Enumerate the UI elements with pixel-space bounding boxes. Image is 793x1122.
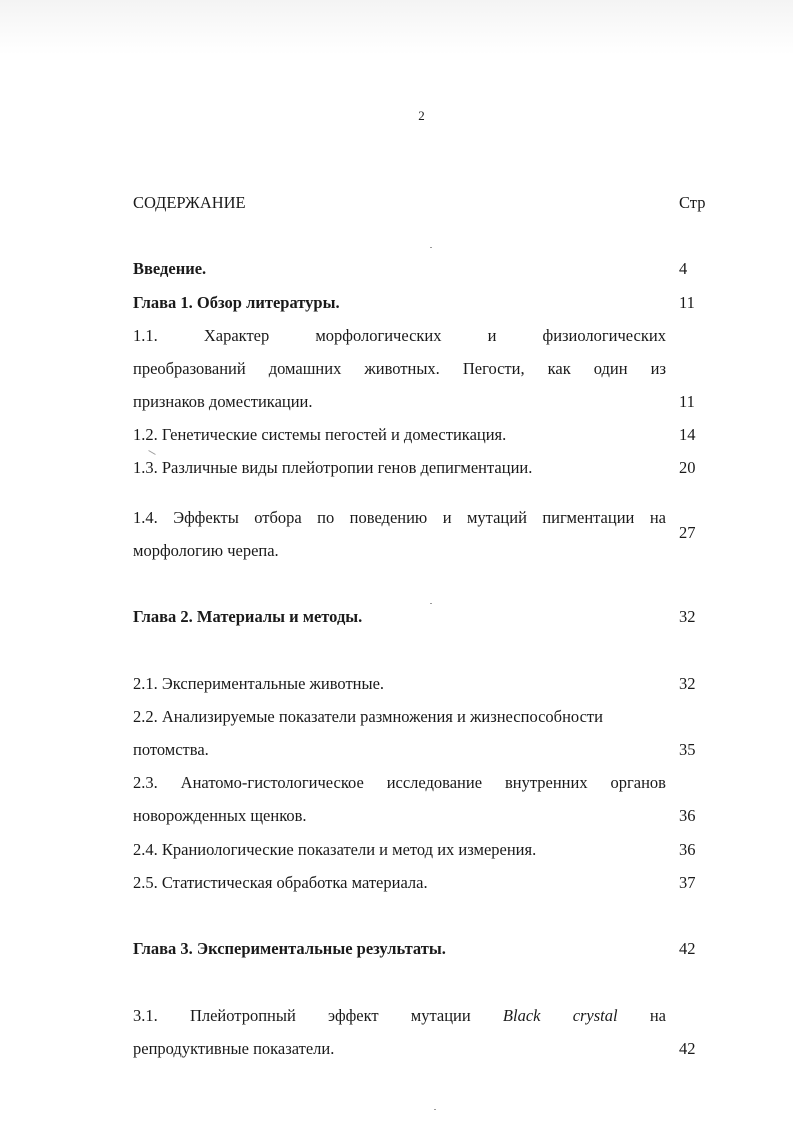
word: преобразований	[133, 359, 246, 378]
toc-s1-1-line1	[133, 326, 666, 346]
word: Пегости,	[462, 359, 525, 378]
toc-s1-2-label: 1.2. Генетические системы пегостей и доместикация.	[133, 425, 507, 444]
toc-s2-2-line2: потомства.	[133, 740, 209, 759]
scan-speck	[148, 450, 155, 455]
word: отбора	[254, 508, 302, 527]
word: пигментации	[542, 508, 635, 527]
word: 1.4.	[133, 508, 158, 527]
word: органов	[610, 773, 666, 792]
toc-s1-1-line2	[133, 359, 666, 379]
toc-ch1-label: Глава 1. Обзор литературы.	[133, 293, 340, 312]
word: исследование	[386, 773, 483, 792]
word: на	[649, 508, 666, 527]
toc-s2-2-line1: 2.2. Анализируемые показатели размножения и жизнеспособности	[133, 707, 603, 726]
word: на	[649, 1006, 666, 1025]
toc-s1-1-line3: признаков доместикации.	[133, 392, 313, 411]
word: Характер	[203, 326, 270, 345]
word: 3.1.	[133, 1006, 158, 1025]
word: домашних	[268, 359, 342, 378]
toc-intro-page: 4	[679, 259, 688, 278]
toc-s1-4-line2: морфологию черепа.	[133, 541, 279, 560]
word: морфологических	[315, 326, 442, 345]
toc-ch3-page: 42	[679, 939, 696, 958]
word: crystal	[572, 1006, 618, 1025]
toc-s2-4-page: 36	[679, 840, 696, 859]
toc-s2-2-page: 35	[679, 740, 696, 759]
toc-s1-1-page: 11	[679, 392, 695, 411]
word: по	[317, 508, 335, 527]
word: внутренних	[504, 773, 588, 792]
toc-ch3-label: Глава 3. Экспериментальные результаты.	[133, 939, 446, 958]
toc-s2-3-line2: новорожденных щенков.	[133, 806, 307, 825]
page-column-label: Стр	[679, 193, 706, 212]
toc-s2-1-label: 2.1. Экспериментальные животные.	[133, 674, 385, 693]
toc-title: СОДЕРЖАНИЕ	[133, 193, 246, 212]
toc-s2-4-label: 2.4. Краниологические показатели и метод их измерения.	[133, 840, 537, 859]
toc-s1-3-page: 20	[679, 458, 696, 477]
scan-speck	[430, 247, 432, 248]
word: один	[593, 359, 628, 378]
scan-shading	[0, 0, 793, 55]
toc-s2-3-page: 36	[679, 806, 696, 825]
toc-ch1-page: 11	[679, 293, 695, 312]
word: и	[442, 508, 452, 527]
toc-s1-2-page: 14	[679, 425, 696, 444]
toc-s1-4-page: 27	[679, 523, 696, 542]
word: Эффекты	[173, 508, 239, 527]
word: и	[487, 326, 497, 345]
word: эффект	[327, 1006, 379, 1025]
toc-ch2-label: Глава 2. Материалы и методы.	[133, 607, 363, 626]
toc-s2-1-page: 32	[679, 674, 696, 693]
toc-s2-5-page: 37	[679, 873, 696, 892]
word: мутаций	[466, 508, 527, 527]
scan-speck	[434, 1109, 436, 1110]
word: Black	[502, 1006, 541, 1025]
toc-s2-3-line1	[133, 773, 666, 793]
scan-speck	[430, 603, 432, 604]
word: 2.3.	[133, 773, 158, 792]
word: из	[650, 359, 666, 378]
page-number: 2	[418, 108, 425, 123]
toc-ch2-page: 32	[679, 607, 696, 626]
word: мутации	[410, 1006, 471, 1025]
toc-s3-1-page: 42	[679, 1039, 696, 1058]
word: как	[547, 359, 571, 378]
word: животных.	[364, 359, 440, 378]
word: Плейотропный	[189, 1006, 296, 1025]
toc-s1-3-label: 1.3. Различные виды плейотропии генов депигментации.	[133, 458, 533, 477]
word: физиологических	[542, 326, 666, 345]
toc-s2-5-label: 2.5. Статистическая обработка материала.	[133, 873, 428, 892]
toc-s3-1-line2: репродуктивные показатели.	[133, 1039, 335, 1058]
word: 1.1.	[133, 326, 158, 345]
word: Анатомо-гистологическое	[180, 773, 364, 792]
toc-intro-label: Введение.	[133, 259, 207, 278]
toc-s1-4-line1	[133, 508, 666, 528]
word: поведению	[349, 508, 428, 527]
toc-s3-1-line1	[133, 1006, 666, 1026]
